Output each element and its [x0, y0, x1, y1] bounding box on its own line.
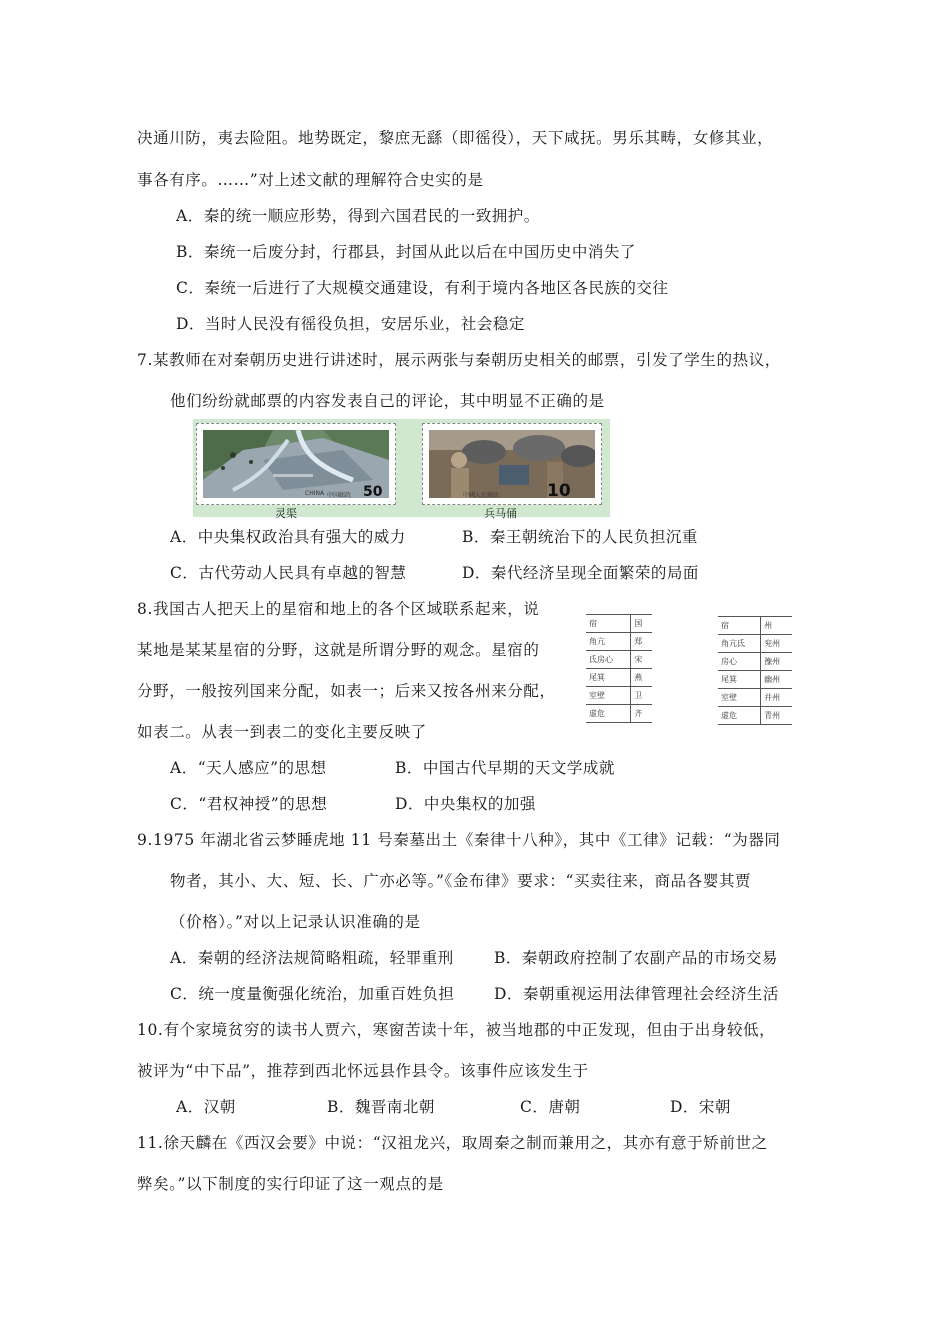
table-cell: 郑: [631, 633, 652, 651]
table-cell: 角亢: [586, 633, 631, 651]
q10-option-b: B．魏晋南北朝: [327, 1098, 435, 1116]
table-cell: 尾箕: [586, 669, 631, 687]
table-cell: 齐: [631, 705, 652, 723]
table-row: [718, 671, 792, 689]
table-row: [718, 689, 792, 707]
q7-option-d: D．秦代经济呈现全面繁荣的局面: [462, 564, 699, 582]
q7-option-c: C．古代劳动人民具有卓越的智慧: [170, 564, 407, 582]
q7-option-b: B．秦王朝统治下的人民负担沉重: [462, 528, 698, 546]
table-row: [586, 687, 652, 705]
table-cell: 房心: [718, 653, 761, 671]
q9-option-d: D．秦朝重视运用法律管理社会经济生活: [494, 985, 779, 1003]
stamp-terracotta-country: 中國人民郵政: [463, 492, 500, 499]
q8-option-c: C．“君权神授”的思想: [170, 795, 328, 813]
table-cell: 虚危: [586, 705, 631, 723]
stamp-lingqu-china: CHINA: [305, 490, 325, 497]
table-cell: 宋: [631, 651, 652, 669]
table-two-header-province: 州: [761, 617, 792, 635]
table-cell: 卫: [631, 687, 652, 705]
q6-option-c: C．秦统一后进行了大规模交通建设，有利于境内各地区各民族的交往: [176, 279, 669, 297]
table-one: [586, 614, 652, 723]
stamp-lingqu-caption: 灵渠: [275, 507, 297, 520]
q6-option-a: A．秦的统一顺应形势，得到六国君民的一致拥护。: [176, 207, 540, 225]
table-cell: 青州: [761, 707, 792, 725]
q8-stem-line-4: 如表二。从表一到表二的变化主要反映了: [137, 723, 427, 741]
stamp-terracotta-denomination: 10: [547, 481, 571, 501]
table-cell: 幽州: [761, 671, 792, 689]
q6-stem-line-1: 决通川防，夷去险阻。地势既定，黎庶无繇（即徭役），天下咸抚。男乐其畴，女修其业，: [137, 129, 774, 147]
q7-option-a: A．中央集权政治具有强大的威力: [170, 528, 406, 546]
q9-option-b: B．秦朝政府控制了农副产品的市场交易: [494, 949, 778, 967]
q8-option-a: A．“天人感应”的思想: [170, 759, 327, 777]
q10-option-d: D．宋朝: [670, 1098, 731, 1116]
table-one-header-star: 宿: [586, 615, 631, 633]
table-cell: 室壁: [718, 689, 761, 707]
q11-stem-line-1: 11.徐天麟在《西汉会要》中说：“汉祖龙兴，取周秦之制而兼用之，其亦有意于矫前世之: [137, 1134, 768, 1152]
table-cell: 氐房心: [586, 651, 631, 669]
q8-option-b: B．中国古代早期的天文学成就: [395, 759, 615, 777]
table-row: [586, 705, 652, 723]
q9-stem-line-1: 9.1975 年湖北省云梦睡虎地 11 号秦墓出土《秦律十八种》，其中《工律》记载：“为器同: [137, 831, 781, 849]
q8-stem-line-2: 某地是某某星宿的分野，这就是所谓分野的观念。星宿的: [137, 641, 540, 659]
q10-stem-line-1: 10.有个家境贫穷的读书人贾六，寒窗苦读十年，被当地郡的中正发现，但由于出身较低，: [137, 1021, 776, 1039]
table-row: [586, 651, 652, 669]
table-cell: 豫州: [761, 653, 792, 671]
stamp-terracotta-caption: 兵马俑: [484, 507, 517, 520]
table-row: [718, 707, 792, 725]
q7-stem-line-1: 7.某教师在对秦朝历史进行讲述时，展示两张与秦朝历史相关的邮票，引发了学生的热议，: [137, 351, 781, 369]
q8-stem-line-3: 分野，一般按列国来分配，如表一；后来又按各州来分配，: [137, 682, 556, 700]
q10-stem-line-2: 被评为“中下品”，推荐到西北怀远县作县令。该事件应该发生于: [137, 1062, 589, 1080]
table-cell: 尾箕: [718, 671, 761, 689]
q11-stem-line-2: 弊矣。”以下制度的实行印证了这一观点的是: [137, 1175, 444, 1193]
table-one-header-state: 国: [631, 615, 652, 633]
stamp-figure: [193, 419, 610, 520]
q9-stem-line-2: 物者，其小、大、短、长、广亦必等。”《金布律》要求：“买卖往来，商品各婴其贾: [170, 872, 752, 890]
q8-option-d: D．中央集权的加强: [395, 795, 536, 813]
q10-option-a: A．汉朝: [176, 1098, 236, 1116]
q9-stem-line-3: （价格）。”对以上记录认识准确的是: [170, 913, 421, 931]
q6-option-b: B．秦统一后废分封，行郡县，封国从此以后在中国历史中消失了: [176, 243, 636, 261]
q7-stem-line-2: 他们纷纷就邮票的内容发表自己的评论，其中明显不正确的是: [170, 392, 605, 410]
table-one-header: [586, 615, 652, 633]
stamp-lingqu-image: [203, 430, 389, 498]
table-cell: 兖州: [761, 635, 792, 653]
table-cell: 燕: [631, 669, 652, 687]
table-two: [718, 616, 792, 725]
stamp-terracotta: [422, 423, 602, 505]
table-row: [586, 633, 652, 651]
stamp-lingqu-denomination: 50: [363, 484, 383, 500]
table-cell: 并州: [761, 689, 792, 707]
q9-option-a: A．秦朝的经济法规简略粗疏，轻罪重刑: [170, 949, 454, 967]
stamp-lingqu-country: 中国邮政: [327, 492, 352, 499]
table-cell: 室壁: [586, 687, 631, 705]
q9-option-c: C．统一度量衡强化统治，加重百姓负担: [170, 985, 455, 1003]
table-cell: 虚危: [718, 707, 761, 725]
table-row: [586, 669, 652, 687]
table-cell: 角亢氐: [718, 635, 761, 653]
q10-option-c: C．唐朝: [520, 1098, 581, 1116]
table-row: [718, 653, 792, 671]
q6-option-d: D．当时人民没有徭役负担，安居乐业，社会稳定: [176, 315, 525, 333]
q8-stem-line-1: 8.我国古人把天上的星宿和地上的各个区域联系起来，说: [137, 600, 540, 618]
canal-illustration: [203, 430, 389, 498]
stamp-lingqu: [196, 423, 396, 505]
table-two-header-star: 宿: [718, 617, 761, 635]
q6-stem-line-2: 事各有序。……”对上述文献的理解符合史实的是: [137, 171, 484, 189]
table-row: [718, 635, 792, 653]
table-two-header: [718, 617, 792, 635]
